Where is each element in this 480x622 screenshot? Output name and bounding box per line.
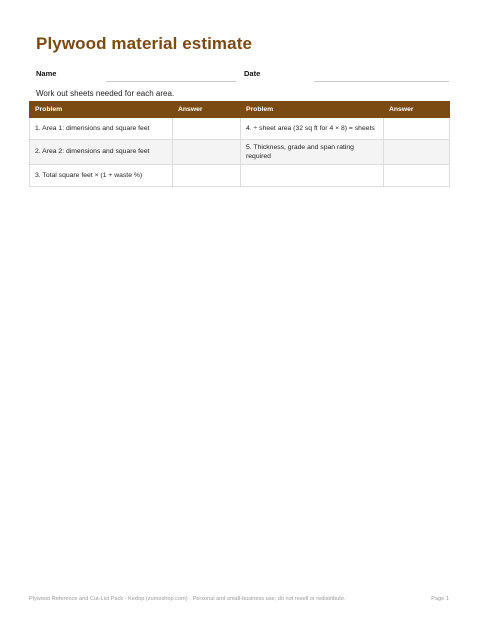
answer-cell[interactable] <box>384 118 450 140</box>
table-row <box>30 165 450 187</box>
problem-cell: 2. Area 2: dimensions and square feet <box>30 140 173 165</box>
answer-cell[interactable] <box>384 140 450 165</box>
answer-cell[interactable] <box>173 140 241 165</box>
column-header-answer: Answer <box>173 102 241 118</box>
problem-cell: 1. Area 1: dimensions and square feet <box>30 118 173 140</box>
answer-cell[interactable] <box>173 118 241 140</box>
name-label: Name <box>36 69 57 78</box>
date-write-line[interactable] <box>314 81 449 82</box>
table-row <box>30 118 450 140</box>
problem-cell: 4. ÷ sheet area (32 sq ft for 4 × 8) = sheets <box>241 118 384 140</box>
table-header-row <box>30 102 450 118</box>
problem-cell <box>241 165 384 187</box>
answer-cell[interactable] <box>384 165 450 187</box>
footer-credit: Plywood Reference and Cut-List Pack · Kedop (zumoshop.com) · Personal and small-business use; do not resell or redistribute. <box>29 596 346 602</box>
worksheet-title: Plywood material estimate <box>36 34 253 53</box>
column-header-answer: Answer <box>384 102 450 118</box>
table-row <box>30 140 450 165</box>
instructions-text: Work out sheets needed for each area. <box>36 89 175 98</box>
column-header-problem: Problem <box>30 102 173 118</box>
page-number: Page 1 <box>431 596 449 602</box>
problem-cell: 5. Thickness, grade and span rating required <box>241 140 384 165</box>
column-header-problem: Problem <box>241 102 384 118</box>
name-write-line[interactable] <box>106 81 236 82</box>
problem-cell: 3. Total square feet × (1 + waste %) <box>30 165 173 187</box>
problems-table <box>29 101 450 187</box>
date-label: Date <box>244 69 261 78</box>
answer-cell[interactable] <box>173 165 241 187</box>
